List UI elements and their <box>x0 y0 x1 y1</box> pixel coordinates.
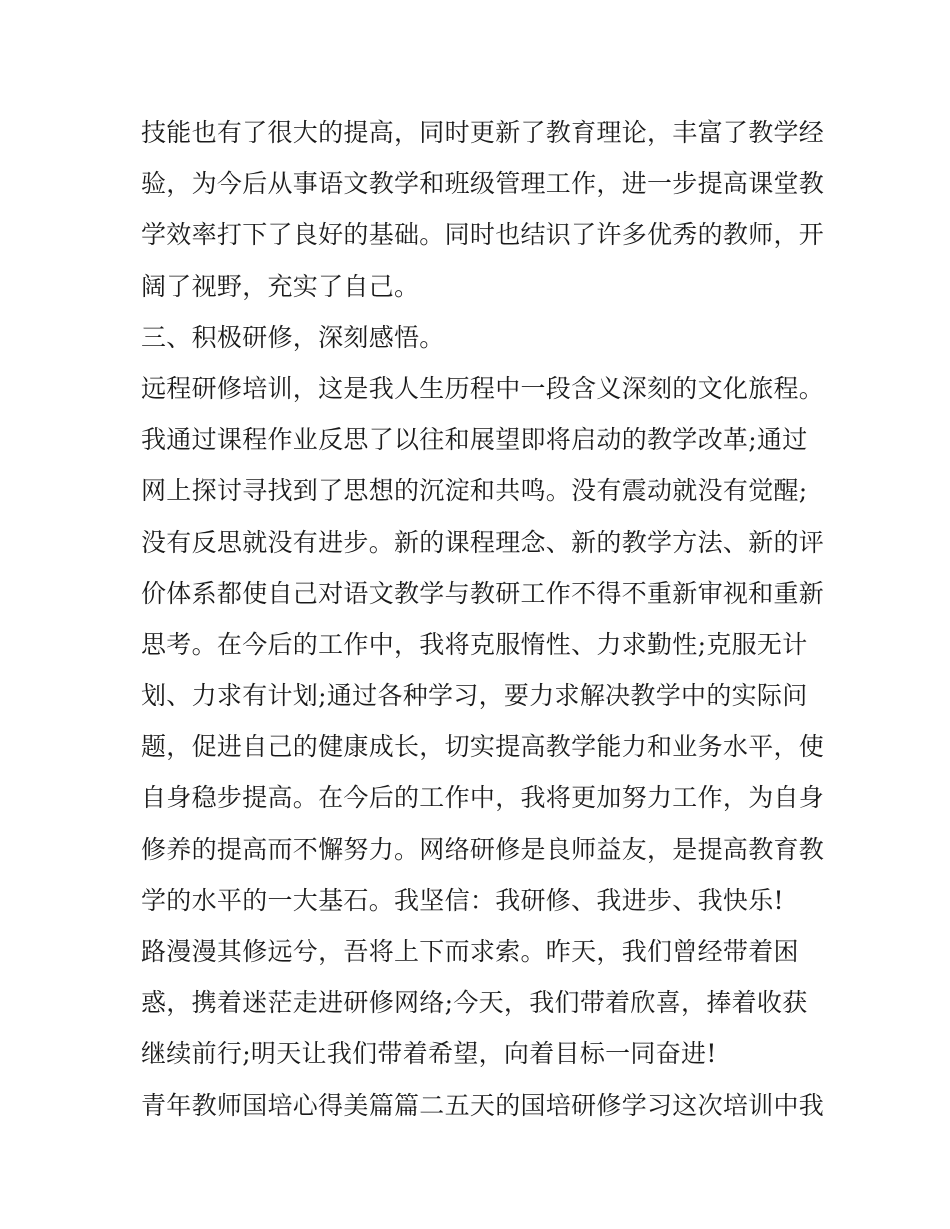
text-line: 网上探讨寻找到了思想的沉淀和共鸣。没有震动就没有觉醒; <box>141 476 808 506</box>
section-heading: 三、积极研修，深刻感悟。 <box>141 322 445 352</box>
text-line: 青年教师国培心得美篇篇二五天的国培研修学习这次培训中我 <box>141 1090 825 1120</box>
text-line: 修养的提高而不懈努力。网络研修是良师益友，是提高教育教 <box>141 834 825 864</box>
text-line: 学的水平的一大基石。我坚信：我研修、我进步、我快乐! <box>141 885 784 915</box>
text-line: 惑，携着迷茫走进研修网络;今天，我们带着欣喜，捧着收获 <box>141 988 808 1018</box>
text-line: 验，为今后从事语文教学和班级管理工作，进一步提高课堂教 <box>141 169 825 199</box>
text-line: 路漫漫其修远兮，吾将上下而求索。昨天，我们曾经带着困 <box>141 937 799 966</box>
text-line: 自身稳步提高。在今后的工作中，我将更加努力工作，为自身 <box>141 783 825 813</box>
text-line: 远程研修培训，这是我人生历程中一段含义深刻的文化旅程。 <box>141 373 825 403</box>
text-line: 没有反思就没有进步。新的课程理念、新的教学方法、新的评 <box>141 527 825 557</box>
text-line: 学效率打下了良好的基础。同时也结识了许多优秀的教师，开 <box>141 220 825 250</box>
text-line: 思考。在今后的工作中，我将克服惰性、力求勤性;克服无计 <box>141 629 808 659</box>
text-line: 我通过课程作业反思了以往和展望即将启动的教学改革;通过 <box>141 425 808 455</box>
document-body <box>141 107 825 1131</box>
text-line: 继续前行;明天让我们带着希望，向着目标一同奋进! <box>141 1039 717 1069</box>
text-line: 划、力求有计划;通过各种学习，要力求解决教学中的实际问 <box>141 681 808 711</box>
text-line: 题，促进自己的健康成长，切实提高教学能力和业务水平，使 <box>141 732 825 762</box>
text-line: 价体系都使自己对语文教学与教研工作不得不重新审视和重新 <box>141 578 825 608</box>
text-line: 技能也有了很大的提高，同时更新了教育理论，丰富了教学经 <box>141 118 825 147</box>
text-line: 阔了视野，充实了自己。 <box>141 271 420 301</box>
